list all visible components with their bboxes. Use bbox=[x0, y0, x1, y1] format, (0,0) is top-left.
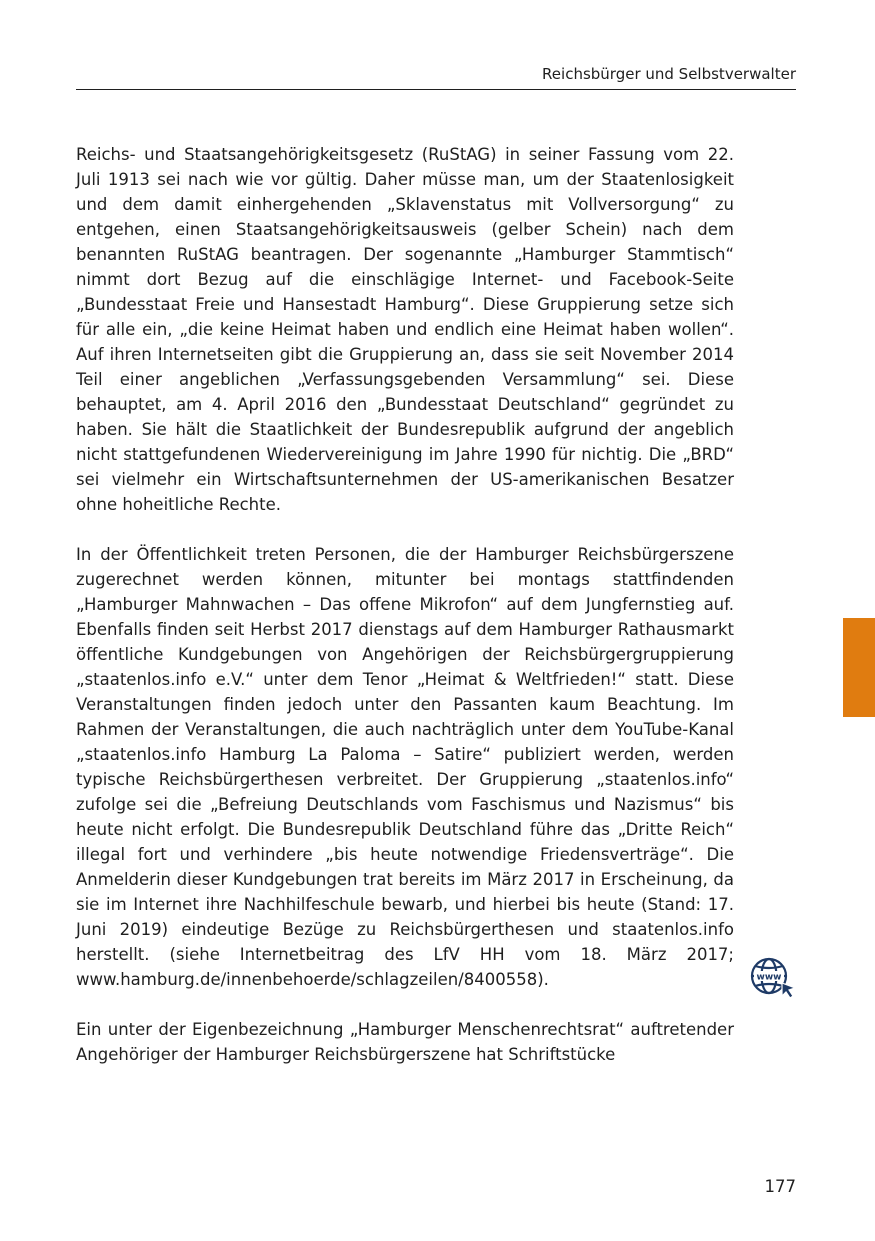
www-globe-icon bbox=[749, 955, 797, 999]
paragraph-3: Ein unter der Eigenbezeichnung „Hamburger Menschenrechtsrat“ auftretender Angehöriger der Hamburger Reichsbürgerszene hat Schriftstücke bbox=[76, 1020, 734, 1064]
section-tab-marker bbox=[843, 618, 875, 717]
running-header bbox=[76, 64, 796, 90]
paragraph-2: In der Öffentlichkeit treten Personen, die der Hamburger Reichsbürgerszene zugerechnet werden können, mitunter bei montags stattfindenden „Hamburger Mahnwachen – Das offene Mikrofon“ auf dem Jungfernstieg auf. Ebenfalls finden seit Herbst 2017 dienstags auf dem Hamburger Rathausmarkt öffentliche Kundgebungen von Angehörigen der Reichsbürgergruppierung „staatenlos.info e.V.“ unter dem Tenor „Heimat & Weltfrieden!“ statt. Diese Veranstaltungen finden jedoch unter den Passanten kaum Beachtung. Im Rahmen der Veranstaltungen, die auch nachträglich unter dem YouTube-Kanal „staatenlos.info Hamburg La Paloma – Satire“ publiziert werden, werden typische Reichsbürgerthesen verbreitet. Der Gruppierung „staatenlos.info“ zufolge sei die „Befreiung Deutschlands vom Faschismus und Nazismus“ bis heute nicht erfolgt. Die Bundesrepublik Deutschland führe das „Dritte Reich“ illegal fort und verhindere „bis heute notwendige Friedensverträge“. Die Anmelderin dieser Kundgebungen trat bereits im März 2017 in Erscheinung, da sie im Internet ihre Nachhilfeschule bewarb, und hierbei bis heute (Stand: 17. Juni 2019) eindeutige Bezüge zu Reichsbürgerthesen und staatenlos.info herstellt. (siehe Internetbeitrag des LfV HH vom 18. März 2017; www.hamburg.de/innenbehoerde/schlagzeilen/8400558). bbox=[76, 545, 734, 989]
body-text bbox=[76, 142, 734, 1092]
paragraph-1: Reichs- und Staatsangehörigkeitsgesetz (RuStAG) in seiner Fassung vom 22. Juli 1913 sei nach wie vor gültig. Daher müsse man, um der Staatenlosigkeit und dem damit einhergehenden „Sklavenstatus mit Vollversorgung“ zu entgehen, einen Staatsangehörigkeitsausweis (gelber Schein) nach dem benannten RuStAG beantragen. Der sogenannte „Hamburger Stammtisch“ nimmt dort Bezug auf die einschlägige Internet- und Facebook-Seite „Bundesstaat Freie und Hansestadt Hamburg“. Diese Gruppierung setze sich für alle ein, „die keine Heimat haben und endlich eine Heimat haben wollen“. Auf ihren Internetseiten gibt die Gruppierung an, dass sie seit November 2014 Teil einer angeblichen „Verfassungsgebenden Versammlung“ sei. Diese behauptet, am 4. April 2016 den „Bundesstaat Deutschland“ gegründet zu haben. Sie hält die Staatlichkeit der Bundesrepublik aufgrund der angeblich nicht stattgefundenen Wiedervereinigung im Jahre 1990 für nichtig. Die „BRD“ sei vielmehr ein Wirtschaftsunternehmen der US-amerikanischen Besatzer ohne hoheitliche Rechte. bbox=[76, 145, 734, 514]
www-label: www bbox=[756, 972, 782, 983]
page-number: 177 bbox=[764, 1177, 796, 1196]
running-title: Reichsbürger und Selbstverwalter bbox=[542, 65, 796, 83]
